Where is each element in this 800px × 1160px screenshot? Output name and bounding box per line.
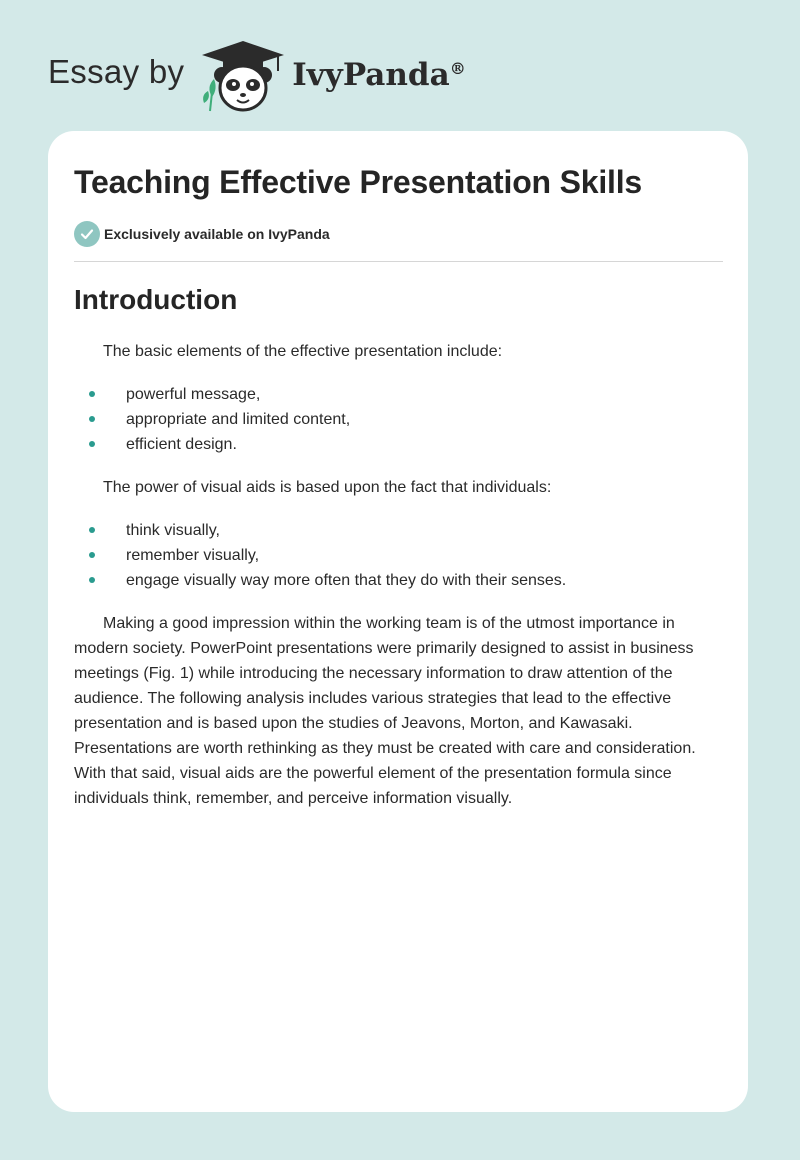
list-item: think visually,	[74, 518, 726, 543]
brand-name	[292, 57, 465, 93]
list-item: remember visually,	[74, 543, 726, 568]
page-title: Teaching Effective Presentation Skills	[74, 164, 642, 200]
intro-paragraph-2	[74, 475, 726, 500]
intro-2-text: The power of visual aids is based upon the fact that individuals:	[103, 479, 552, 496]
list-item: engage visually way more often that they do with their senses.	[74, 568, 726, 593]
check-circle-icon	[74, 221, 100, 247]
body-paragraph: Making a good impression within the working team is of the utmost importance in modern society. PowerPoint presentations were primarily designed to assist in business meetings (Fig. 1) while introducing the necessary information to draw attention of the audience. The following analysis includes various strategies that lead to the effective presentation and is based upon the studies of Jeavons, Morton, and Kawasaki. Presentations are worth rethinking as they must be created with care and consideration. With that said, visual aids are the powerful element of the presentation formula since individuals think, remember, and perceive information visually.	[74, 615, 696, 807]
exclusive-badge	[74, 221, 330, 247]
list-item: powerful message,	[74, 382, 726, 407]
brand-text: IvyPanda	[292, 57, 450, 93]
essay-content	[74, 339, 726, 811]
essay-by-label: Essay by	[48, 53, 185, 90]
section-heading: Introduction	[74, 284, 238, 315]
site-header	[48, 36, 466, 116]
essay-card	[48, 131, 748, 1112]
bullet-list-1	[74, 382, 726, 457]
ivypanda-logo[interactable]	[200, 39, 465, 113]
exclusive-label: Exclusively available on IvyPanda	[104, 226, 330, 242]
intro-paragraph-1: The basic elements of the effective presentation include:	[103, 343, 503, 360]
panda-mascot-icon	[200, 39, 286, 113]
list-item: efficient design.	[74, 432, 726, 457]
list-item: appropriate and limited content,	[74, 407, 726, 432]
divider	[74, 261, 723, 262]
registered-mark: ®	[449, 59, 466, 78]
bullet-list-2	[74, 518, 726, 593]
